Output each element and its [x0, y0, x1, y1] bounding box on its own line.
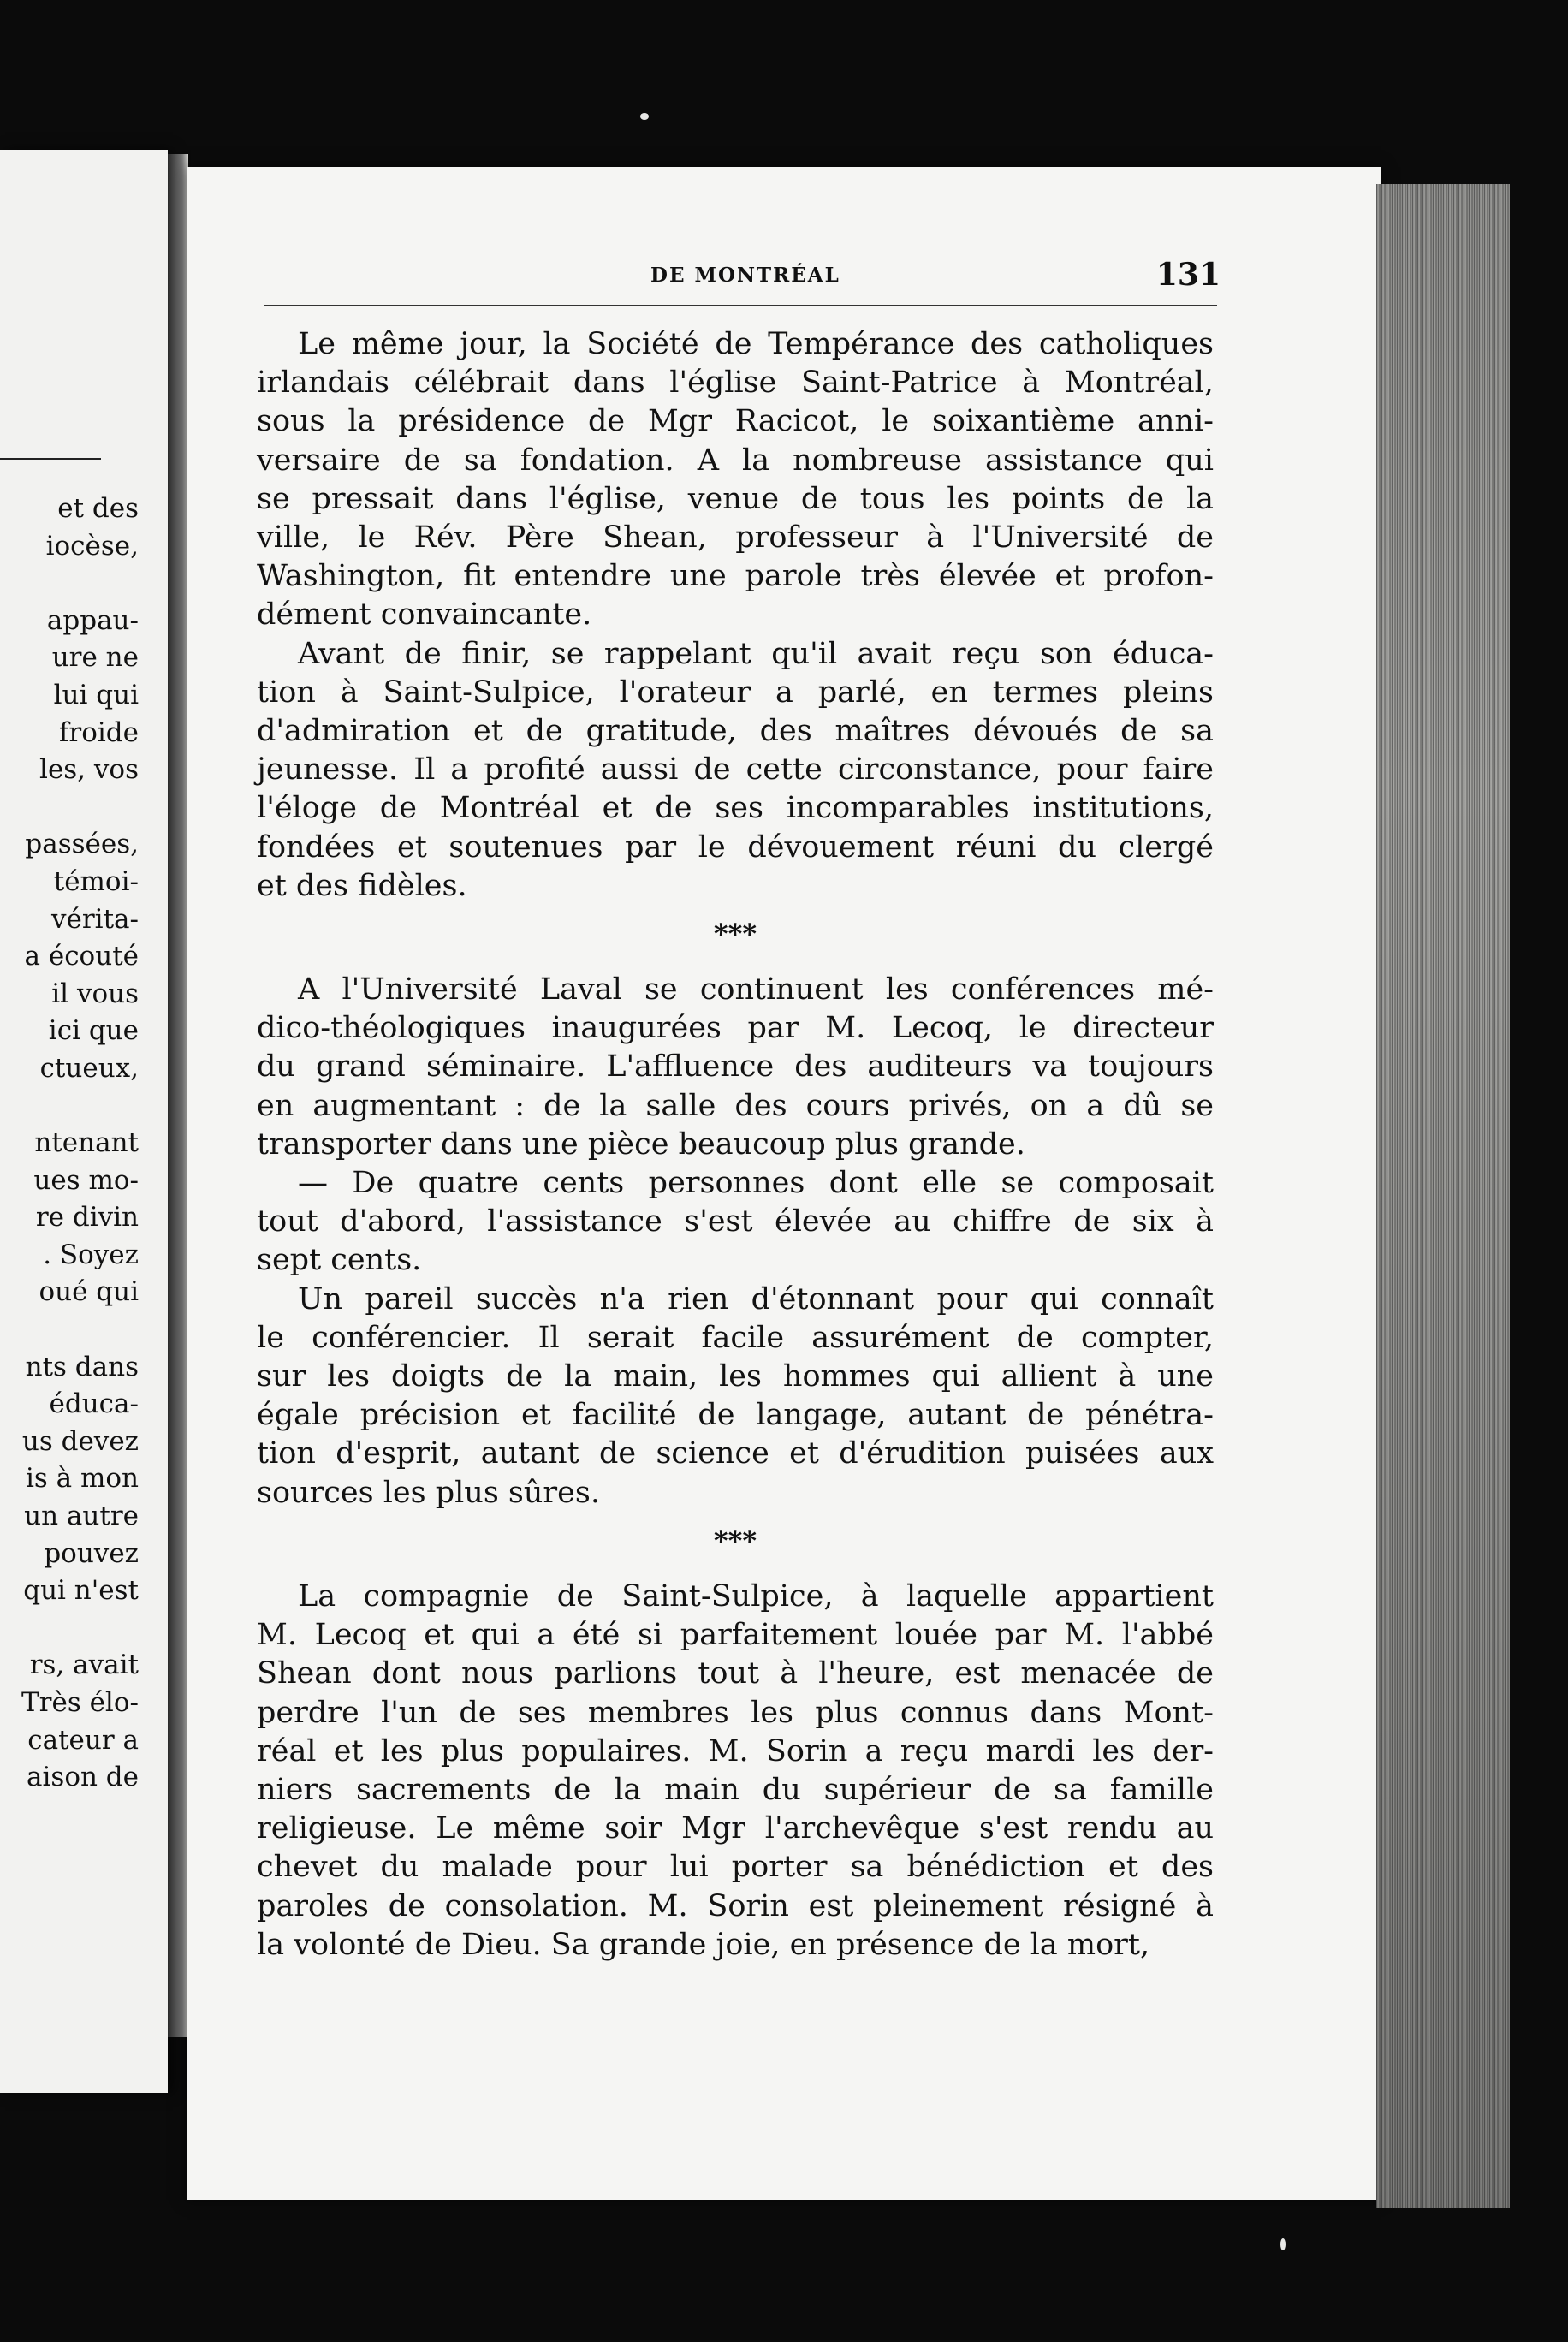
left-page-line: nts dans — [25, 1351, 139, 1382]
left-page-line — [21, 1311, 139, 1349]
left-page-line: qui n'est — [23, 1575, 139, 1607]
text-line: en augmentant : de la salle des cours privés, on a dû se — [257, 1088, 1214, 1123]
left-page-line: re divin — [35, 1202, 139, 1233]
left-page-line: us devez — [21, 1425, 139, 1457]
left-page-line: passées, — [25, 829, 139, 860]
text-line: ville, le Rév. Père Shean, professeur à l'Université de — [257, 520, 1214, 556]
left-page-line: . Soyez — [43, 1239, 139, 1270]
text-line: versaire de sa fondation. A la nombreuse assistance qui — [257, 443, 1214, 478]
left-page-line: ctueux, — [39, 1052, 139, 1084]
left-page-line — [21, 565, 139, 603]
left-page-line: un autre — [24, 1501, 139, 1532]
left-page-line: ure ne — [51, 642, 139, 674]
text-line: M. Lecoq et qui a été si parfaitement louée par M. l'abbé — [257, 1618, 1214, 1653]
text-line: sous la présidence de Mgr Racicot, le soixantième anni- — [257, 404, 1214, 439]
header-rule — [264, 305, 1217, 306]
text-line: Avant de finir, se rappelant qu'il avait reçu son éduca- — [298, 636, 1214, 671]
left-page-line: témoi- — [53, 865, 139, 897]
left-page-line: vérita- — [50, 903, 139, 935]
left-page-line: il vous — [51, 978, 139, 1009]
paragraph — [257, 1578, 1214, 1965]
paragraph — [257, 1164, 1214, 1281]
left-page-line: pouvez — [44, 1537, 139, 1569]
text-line: transporter dans une pièce beaucoup plus grande. — [257, 1126, 1025, 1162]
text-line: réal et les plus populaires. M. Sorin a reçu mardi les der- — [257, 1733, 1214, 1768]
running-head: DE MONTRÉAL — [650, 264, 840, 287]
text-line: religieuse. Le même soir Mgr l'archevêque s'est rendu au — [257, 1811, 1214, 1846]
left-page-line: Très élo- — [21, 1687, 139, 1718]
left-facing-page — [0, 150, 168, 2093]
body-text — [257, 325, 1214, 1965]
text-line: chevet du malade pour lui porter sa bénédiction et des — [257, 1850, 1214, 1885]
left-page-line: ntenant — [34, 1127, 139, 1159]
text-line: sur les doigts de la main, les hommes qui allient à une — [257, 1359, 1214, 1394]
text-line: dément convaincante. — [257, 597, 592, 633]
text-line: tion d'esprit, autant de science et d'érudition puisées aux — [257, 1436, 1214, 1471]
left-page-line: ici que — [48, 1015, 139, 1047]
text-line: dico-théologiques inaugurées par M. Lecoq, le directeur — [257, 1011, 1214, 1046]
left-page-line — [21, 1088, 139, 1126]
text-line: se pressait dans l'église, venue de tous les points de la — [257, 481, 1214, 516]
text-line: jeunesse. Il a profité aussi de cette circonstance, pour faire — [257, 752, 1214, 788]
left-page-line: rs, avait — [29, 1650, 139, 1681]
left-page-line: ues mo- — [33, 1164, 139, 1196]
text-line: — De quatre cents personnes dont elle se composait — [298, 1166, 1214, 1201]
left-page-line: et des — [57, 493, 139, 524]
paragraph — [257, 635, 1214, 906]
paragraph — [257, 325, 1214, 635]
left-page-line: les, vos — [39, 754, 139, 786]
page-header — [257, 255, 1221, 306]
left-page-rule — [0, 458, 101, 460]
speck — [640, 113, 649, 120]
text-line: d'admiration et de gratitude, des maîtres dévoués de sa — [257, 714, 1214, 749]
left-page-line: lui qui — [53, 679, 139, 710]
text-line: la volonté de Dieu. Sa grande joie, en présence de la mort, — [257, 1927, 1150, 1962]
left-page-line: iocèse, — [45, 530, 139, 562]
text-line: Le même jour, la Société de Tempérance des catholiques — [298, 327, 1214, 361]
page-content — [257, 255, 1221, 1965]
left-page-line — [21, 1610, 139, 1648]
speck — [1280, 2238, 1286, 2250]
text-line: l'éloge de Montréal et de ses incomparables institutions, — [257, 791, 1214, 826]
left-page-line: éduca- — [49, 1388, 139, 1420]
text-line: sources les plus sûres. — [257, 1475, 600, 1510]
paragraph — [257, 1281, 1214, 1513]
left-page-line: cateur a — [27, 1724, 139, 1756]
text-line: et des fidèles. — [257, 868, 467, 903]
text-line: paroles de consolation. M. Sorin est pleinement résigné à — [257, 1888, 1214, 1923]
left-page-line: appau- — [46, 604, 139, 636]
left-page-text — [21, 490, 139, 1797]
text-line: tion à Saint-Sulpice, l'orateur a parlé, en termes pleins — [257, 675, 1214, 710]
text-line: sept cents. — [257, 1243, 422, 1278]
text-line: Washington, fit entendre une parole très élevée et profon- — [257, 559, 1214, 594]
text-line: Shean dont nous parlions tout à l'heure, est menacée de — [257, 1656, 1214, 1691]
text-line: A l'Université Laval se continuent les conférences mé- — [298, 972, 1214, 1008]
text-line: du grand séminaire. L'affluence des auditeurs va toujours — [257, 1049, 1214, 1085]
text-line: tout d'abord, l'assistance s'est élevée au chiffre de six à — [257, 1204, 1214, 1239]
left-page-line — [21, 789, 139, 827]
text-line: irlandais célébrait dans l'église Saint-Patrice à Montréal, — [257, 366, 1214, 401]
book-gutter — [168, 154, 188, 2037]
left-page-line: a écouté — [24, 941, 139, 972]
left-page-line: oué qui — [39, 1276, 139, 1308]
section-separator: *** — [713, 918, 757, 951]
text-line: égale précision et facilité de langage, autant de pénétra- — [257, 1398, 1214, 1433]
page-edges-shade — [1376, 184, 1510, 2208]
section-separator: *** — [713, 1524, 757, 1557]
left-page-line: aison de — [27, 1762, 139, 1793]
text-line: La compagnie de Saint-Sulpice, à laquelle appartient — [298, 1578, 1214, 1614]
text-line: perdre l'un de ses membres les plus connus dans Mont- — [257, 1695, 1214, 1730]
text-line: fondées et soutenues par le dévouement réuni du clergé — [257, 829, 1214, 865]
left-page-line: froide — [58, 716, 139, 748]
text-line: Un pareil succès n'a rien d'étonnant pour qui connaît — [298, 1281, 1214, 1317]
paragraph — [257, 971, 1214, 1164]
text-line: le conférencier. Il serait facile assurément de compter, — [257, 1320, 1214, 1355]
left-page-line: is à mon — [25, 1463, 139, 1495]
page-number: 131 — [1155, 257, 1221, 293]
text-line: niers sacrements de la main du supérieur de sa famille — [257, 1772, 1214, 1807]
